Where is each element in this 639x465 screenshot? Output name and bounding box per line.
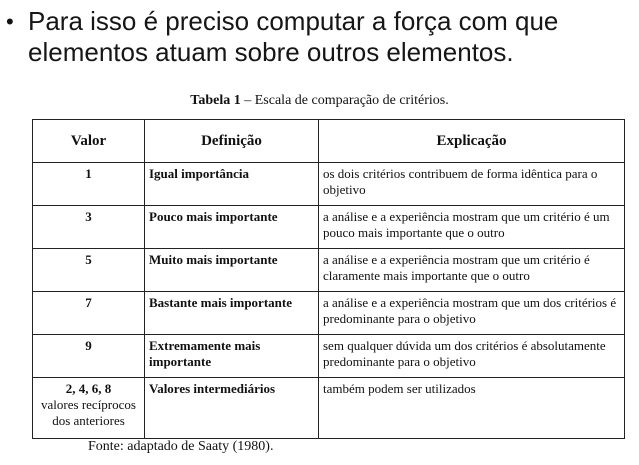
header-definicao: Definição	[145, 120, 319, 163]
table-caption	[0, 92, 639, 110]
cell-valor-text: 1	[85, 166, 92, 181]
header-explicacao: Explicação	[319, 120, 625, 163]
cell-definicao: Bastante mais importante	[145, 292, 319, 335]
table-caption-text: – Escala de comparação de critérios.	[240, 93, 449, 108]
criteria-table	[32, 119, 625, 439]
table-header-row	[33, 120, 625, 163]
table-row	[33, 163, 625, 206]
table-row	[33, 292, 625, 335]
cell-explicacao: a análise e a experiência mostram que um dos critérios é predominante para o objetivo	[319, 292, 625, 335]
bullet-text-line-2: elementos atuam sobre outros elementos.	[28, 37, 514, 67]
table-row	[33, 378, 625, 439]
table-row	[33, 249, 625, 292]
cell-explicacao: a análise e a experiência mostram que um critério é claramente mais importante que o outro	[319, 249, 625, 292]
cell-valor	[33, 206, 145, 249]
cell-valor	[33, 292, 145, 335]
table-source: Fonte: adaptado de Saaty (1980).	[88, 439, 274, 454]
cell-valor	[33, 378, 145, 439]
cell-explicacao: sem qualquer dúvida um dos critérios é absolutamente predominante para o objetivo	[319, 335, 625, 378]
cell-valor	[33, 335, 145, 378]
table-row	[33, 206, 625, 249]
bullet-mark: •	[6, 9, 14, 34]
cell-valor	[33, 163, 145, 206]
cell-valor-subtext: valores recíprocos dos anteriores	[41, 397, 136, 428]
cell-definicao: Valores intermediários	[145, 378, 319, 439]
cell-valor-text: 2, 4, 6, 8	[65, 381, 112, 396]
bullet-text	[28, 6, 558, 68]
bullet-text-line-1: Para isso é preciso computar a força com que	[28, 6, 559, 36]
cell-definicao: Igual importância	[145, 163, 319, 206]
cell-valor	[33, 249, 145, 292]
cell-explicacao: também podem ser utilizados	[319, 378, 625, 439]
bullet-point	[6, 6, 626, 68]
cell-definicao: Muito mais importante	[145, 249, 319, 292]
table-caption-number: Tabela 1	[190, 93, 241, 108]
cell-valor-text: 9	[85, 338, 92, 353]
table-row	[33, 335, 625, 378]
header-valor: Valor	[33, 120, 145, 163]
cell-explicacao: os dois critérios contribuem de forma idêntica para o objetivo	[319, 163, 625, 206]
cell-valor-text: 5	[85, 252, 92, 267]
cell-explicacao: a análise e a experiência mostram que um critério é um pouco mais importante que o outro	[319, 206, 625, 249]
cell-valor-text: 3	[85, 209, 92, 224]
cell-valor-text: 7	[85, 295, 92, 310]
cell-definicao: Pouco mais importante	[145, 206, 319, 249]
cell-definicao: Extremamente mais importante	[145, 335, 319, 378]
